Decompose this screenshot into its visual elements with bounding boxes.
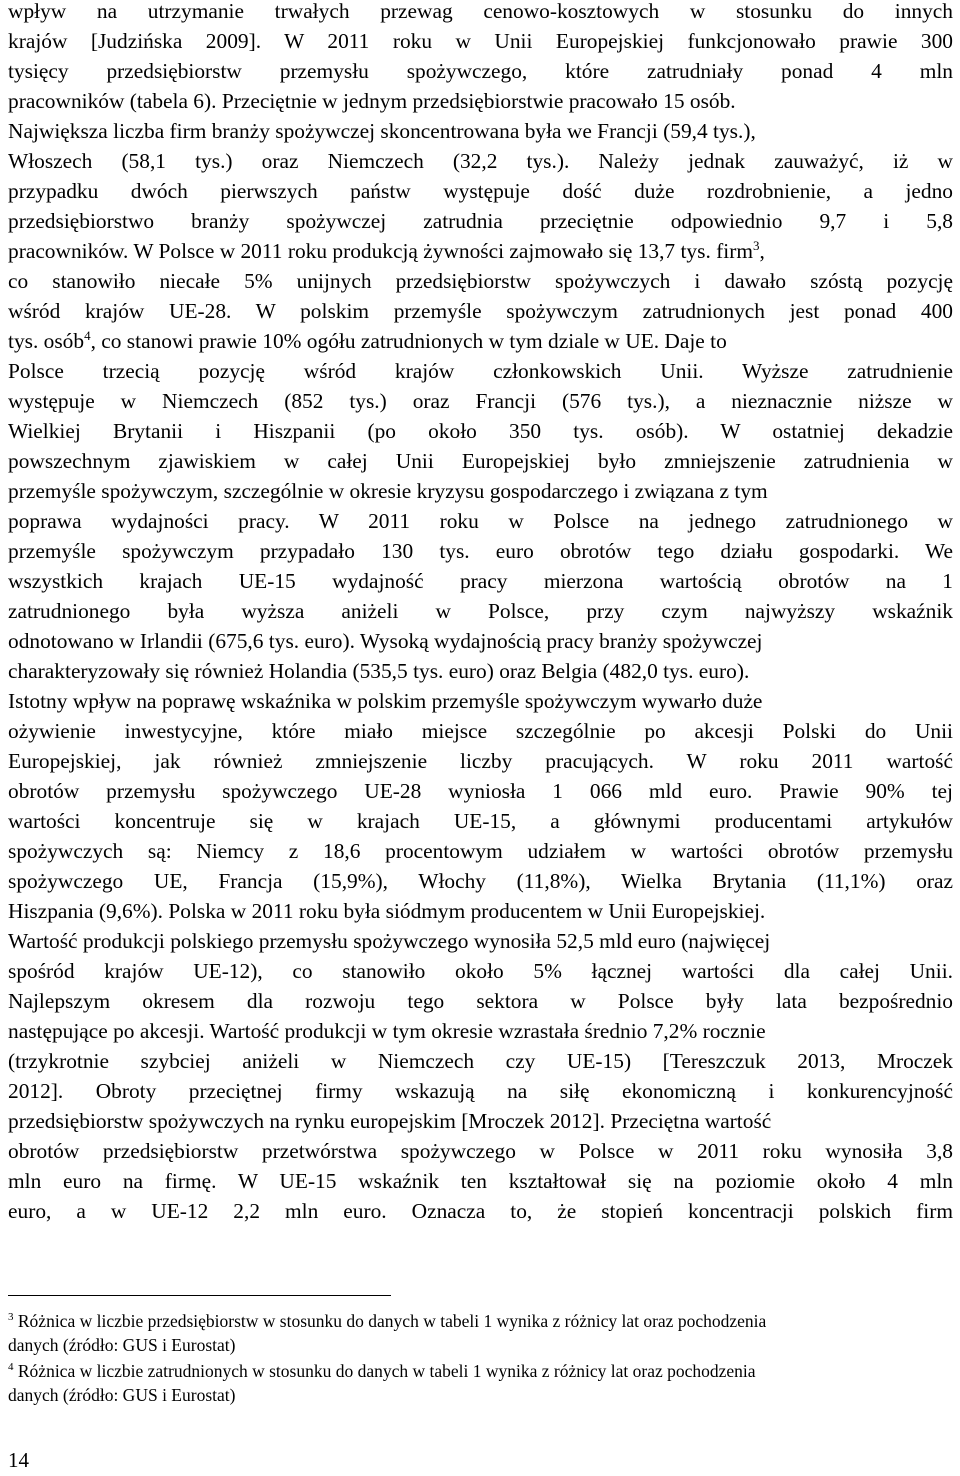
text-line: spożywczych są: Niemcy z 18,6 procentowym udziałem w wartości obrotów przemysłu bbox=[8, 839, 953, 863]
footnote-3-continuation: danych (źródło: GUS i Eurostat) bbox=[8, 1335, 236, 1355]
text-run: pracowników. W Polsce w 2011 roku produkcją żywności zajmowało się 13,7 tys. firm bbox=[8, 239, 753, 263]
page-number: 14 bbox=[8, 1448, 29, 1472]
footnote-ref: 3 bbox=[752, 238, 760, 253]
text-line: euro, a w UE-12 2,2 mln euro. Oznacza to, że stopień koncentracji polskich firm bbox=[8, 1199, 953, 1223]
text-line: przedsiębiorstwo branży spożywczej zatrudnia przeciętnie odpowiednio 9,7 i 5,8 bbox=[8, 209, 953, 233]
text-line: co stanowiło niecałe 5% unijnych przedsiębiorstw spożywczych i dawało szóstą pozycję bbox=[8, 269, 953, 293]
text-line: wpływ na utrzymanie trwałych przewag cenowo-kosztowych w stosunku do innych bbox=[8, 0, 953, 23]
text-line: 2012]. Obroty przeciętnej firmy wskazują na siłę ekonomiczną i konkurencyjność bbox=[8, 1079, 953, 1103]
text-line: przedsiębiorstw spożywczych na rynku europejskim [Mroczek 2012]. Przeciętna wartość bbox=[8, 1109, 772, 1133]
text-line: Wartość produkcji polskiego przemysłu spożywczego wynosiła 52,5 mld euro (najwięcej bbox=[8, 929, 771, 953]
footnote-separator bbox=[8, 1295, 391, 1296]
footnote-3 bbox=[8, 1309, 953, 1333]
footnote-marker: 4 bbox=[8, 1361, 14, 1373]
text-line: charakteryzowały się również Holandia (535,5 tys. euro) oraz Belgia (482,0 tys. euro). bbox=[8, 659, 750, 683]
text-line: Istotny wpływ na poprawę wskaźnika w polskim przemyśle spożywczym wywarło duże bbox=[8, 689, 763, 713]
text-line: przypadku dwóch pierwszych państw występuje dość duże rozdrobnienie, a jedno bbox=[8, 179, 953, 203]
footnote-text: Różnica w liczbie przedsiębiorstw w stosunku do danych w tabeli 1 wynika z różnicy lat oraz pochodzenia bbox=[17, 1311, 767, 1331]
text-line: przemyśle spożywczym, szczególnie w okresie kryzysu gospodarczego i związana z tym bbox=[8, 479, 768, 503]
text-line: powszechnym zjawiskiem w całej Unii Europejskiej było zmniejszenie zatrudnienia w bbox=[8, 449, 953, 473]
text-line: Hiszpania (9,6%). Polska w 2011 roku była siódmym producentem w Unii Europejskiej. bbox=[8, 899, 766, 923]
text-run: , bbox=[759, 239, 765, 263]
footnote-text: Różnica w liczbie zatrudnionych w stosunku do danych w tabeli 1 wynika z różnicy lat oraz pochodzenia bbox=[17, 1361, 756, 1381]
text-line: Włoszech (58,1 tys.) oraz Niemczech (32,2 tys.). Należy jednak zauważyć, iż w bbox=[8, 149, 953, 173]
text-line: Wielkiej Brytanii i Hiszpanii (po około 350 tys. osób). W ostatniej dekadzie bbox=[8, 419, 953, 443]
text-line: odnotowano w Irlandii (675,6 tys. euro). Wysoką wydajnością pracy branży spożywczej bbox=[8, 629, 763, 653]
text-line: Europejskiej, jak również zmniejszenie liczby pracujących. W roku 2011 wartość bbox=[8, 749, 953, 773]
footnote-4-continuation: danych (źródło: GUS i Eurostat) bbox=[8, 1385, 236, 1405]
footnote-marker: 3 bbox=[8, 1311, 14, 1323]
text-run: tys. osób bbox=[8, 329, 85, 353]
text-line: Najlepszym okresem dla rozwoju tego sektora w Polsce były lata bezpośrednio bbox=[8, 989, 953, 1013]
text-line: spośród krajów UE-12), co stanowiło około 5% łącznej wartości dla całej Unii. bbox=[8, 959, 953, 983]
text-line: wartości koncentruje się w krajach UE-15, a głównymi producentami artykułów bbox=[8, 809, 953, 833]
text-line bbox=[8, 236, 953, 266]
text-line: zatrudnionego była wyższa aniżeli w Polsce, przy czym najwyższy wskaźnik bbox=[8, 599, 953, 623]
text-line: ożywienie inwestycyjne, które miało miejsce szczególnie po akcesji Polski do Unii bbox=[8, 719, 953, 743]
text-line: krajów [Judzińska 2009]. W 2011 roku w Unii Europejskiej funkcjonowało prawie 300 bbox=[8, 29, 953, 53]
text-line bbox=[8, 326, 953, 356]
footnote-4 bbox=[8, 1359, 953, 1383]
text-line: poprawa wydajności pracy. W 2011 roku w Polsce na jednego zatrudnionego w bbox=[8, 509, 953, 533]
text-line: następujące po akcesji. Wartość produkcji w tym okresie wzrastała średnio 7,2% rocznie bbox=[8, 1019, 766, 1043]
text-line: obrotów przedsiębiorstw przetwórstwa spożywczego w Polsce w 2011 roku wynosiła 3,8 bbox=[8, 1139, 953, 1163]
text-line: (trzykrotnie szybciej aniżeli w Niemczech czy UE-15) [Tereszczuk 2013, Mroczek bbox=[8, 1049, 953, 1073]
text-line: wszystkich krajach UE-15 wydajność pracy mierzona wartością obrotów na 1 bbox=[8, 569, 953, 593]
text-line: wśród krajów UE-28. W polskim przemyśle spożywczym zatrudnionych jest ponad 400 bbox=[8, 299, 953, 323]
text-line: spożywczego UE, Francja (15,9%), Włochy (11,8%), Wielka Brytania (11,1%) oraz bbox=[8, 869, 953, 893]
text-line: występuje w Niemczech (852 tys.) oraz Francji (576 tys.), a nieznacznie niższe w bbox=[8, 389, 953, 413]
text-line: pracowników (tabela 6). Przeciętnie w jednym przedsiębiorstwie pracowało 15 osób. bbox=[8, 89, 736, 113]
text-line: przemyśle spożywczym przypadało 130 tys. euro obrotów tego działu gospodarki. We bbox=[8, 539, 953, 563]
text-line: Polsce trzecią pozycję wśród krajów członkowskich Unii. Wyższe zatrudnienie bbox=[8, 359, 953, 383]
footnote-ref: 4 bbox=[84, 328, 91, 343]
text-line: Największa liczba firm branży spożywczej skoncentrowana była we Francji (59,4 tys.), bbox=[8, 119, 756, 143]
text-line: mln euro na firmę. W UE-15 wskaźnik ten kształtował się na poziomie około 4 mln bbox=[8, 1169, 953, 1193]
text-line: tysięcy przedsiębiorstw przemysłu spożywczego, które zatrudniały ponad 4 mln bbox=[8, 59, 953, 83]
text-run: , co stanowi prawie 10% ogółu zatrudnionych w tym dziale w UE. Daje to bbox=[90, 329, 727, 353]
text-line: obrotów przemysłu spożywczego UE-28 wyniosła 1 066 mld euro. Prawie 90% tej bbox=[8, 779, 953, 803]
